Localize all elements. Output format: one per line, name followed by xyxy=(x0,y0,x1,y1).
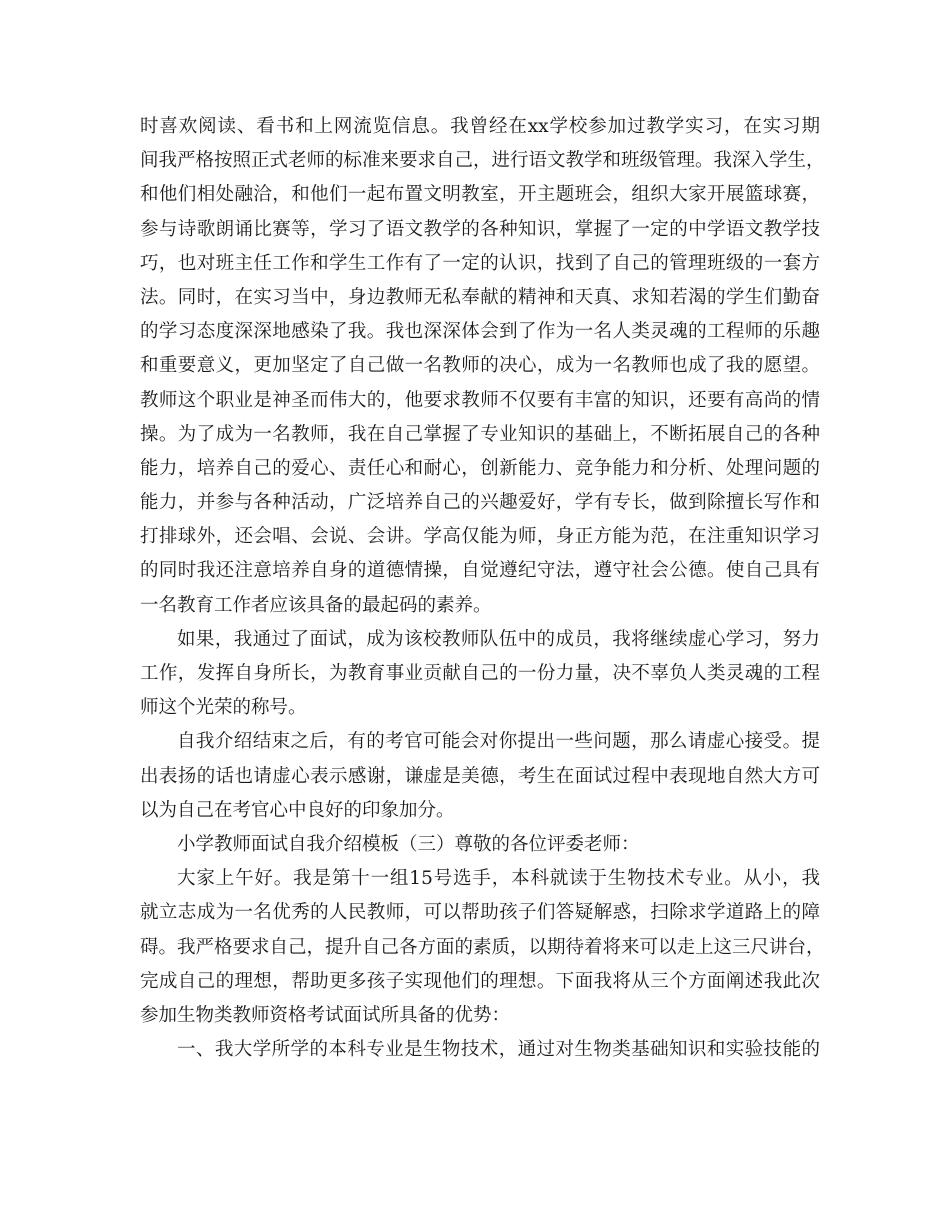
text-line: 一名教育工作者应该具备的最起码的素养。 xyxy=(140,594,492,616)
text-line: 碍。我严格要求自己，提升自己各方面的素质，以期待着将来可以走上这三尺讲台， xyxy=(140,936,825,958)
document-body xyxy=(140,110,825,1067)
paragraph-start-line: 自我介绍结束之后，有的考官可能会对你提出一些问题，那么请虚心接受。提 xyxy=(177,731,820,753)
text-line: 间我严格按照正式老师的标准来要求自己，进行语文教学和班级管理。我深入学生， xyxy=(140,150,825,172)
text-line: 出表扬的话也请虚心表示感谢，谦虚是美德，考生在面试过程中表现地自然大方可 xyxy=(140,765,820,787)
text-line: 能力，并参与各种活动，广泛培养自己的兴趣爱好，学有专长，做到除擅长写作和 xyxy=(140,492,820,514)
text-line: 和重要意义，更加坚定了自己做一名教师的决心，成为一名教师也成了我的愿望。 xyxy=(140,355,820,377)
paragraph-start-line: 大家上午好。我是第十一组15号选手，本科就读于生物技术专业。从小，我 xyxy=(177,868,820,890)
text-line: 参与诗歌朗诵比赛等，学习了语文教学的各种知识，掌握了一定的中学语文教学技 xyxy=(140,218,820,240)
text-line: 工作，发挥自身所长，为教育事业贡献自己的一份力量，决不辜负人类灵魂的工程 xyxy=(140,663,820,684)
text-line: 以为自己在考官心中良好的印象加分。 xyxy=(140,799,455,821)
paragraph-start-line: 一、我大学所学的本科专业是生物技术，通过对生物类基础知识和实验技能的 xyxy=(177,1039,820,1061)
text-line: 教师这个职业是神圣而伟大的，他要求教师不仅要有丰富的知识，还要有高尚的情 xyxy=(140,389,820,411)
text-line: 法。同时，在实习当中，身边教师无私奉献的精神和天真、求知若渴的学生们勤奋 xyxy=(140,286,820,308)
text-line: 参加生物类教师资格考试面试所具备的优势： xyxy=(140,1004,511,1026)
text-line: 巧，也对班主任工作和学生工作有了一定的认识，找到了自己的管理班级的一套方 xyxy=(140,252,820,274)
text-line: 师这个光荣的称号。 xyxy=(140,697,307,719)
text-line: 和他们相处融洽，和他们一起布置文明教室，开主题班会，组织大家开展篮球赛， xyxy=(140,184,820,206)
section-heading-line: 小学教师面试自我介绍模板（三）尊敬的各位评委老师： xyxy=(177,833,640,855)
text-line: 完成自己的理想，帮助更多孩子实现他们的理想。下面我将从三个方面阐述我此次 xyxy=(140,970,820,992)
text-line: 的同时我还注意培养自身的道德情操，自觉遵纪守法，遵守社会公德。使自己具有 xyxy=(140,560,820,582)
text-line: 操。为了成为一名教师，我在自己掌握了专业知识的基础上，不断拓展自己的各种 xyxy=(140,423,820,445)
text-line: 的学习态度深深地感染了我。我也深深体会到了作为一名人类灵魂的工程师的乐趣 xyxy=(140,321,820,343)
paragraph-start-line: 如果，我通过了面试，成为该校教师队伍中的成员，我将继续虚心学习，努力 xyxy=(177,628,820,650)
text-line: 能力，培养自己的爱心、责任心和耐心，创新能力、竞争能力和分析、处理问题的 xyxy=(140,457,820,479)
text-line: 打排球外，还会唱、会说、会讲。学高仅能为师，身正方能为范，在注重知识学习 xyxy=(140,526,820,548)
text-line: 时喜欢阅读、看书和上网流览信息。我曾经在xx学校参加过教学实习，在实习期 xyxy=(140,116,820,137)
text-line: 就立志成为一名优秀的人民教师，可以帮助孩子们答疑解惑，扫除求学道路上的障 xyxy=(140,902,820,924)
